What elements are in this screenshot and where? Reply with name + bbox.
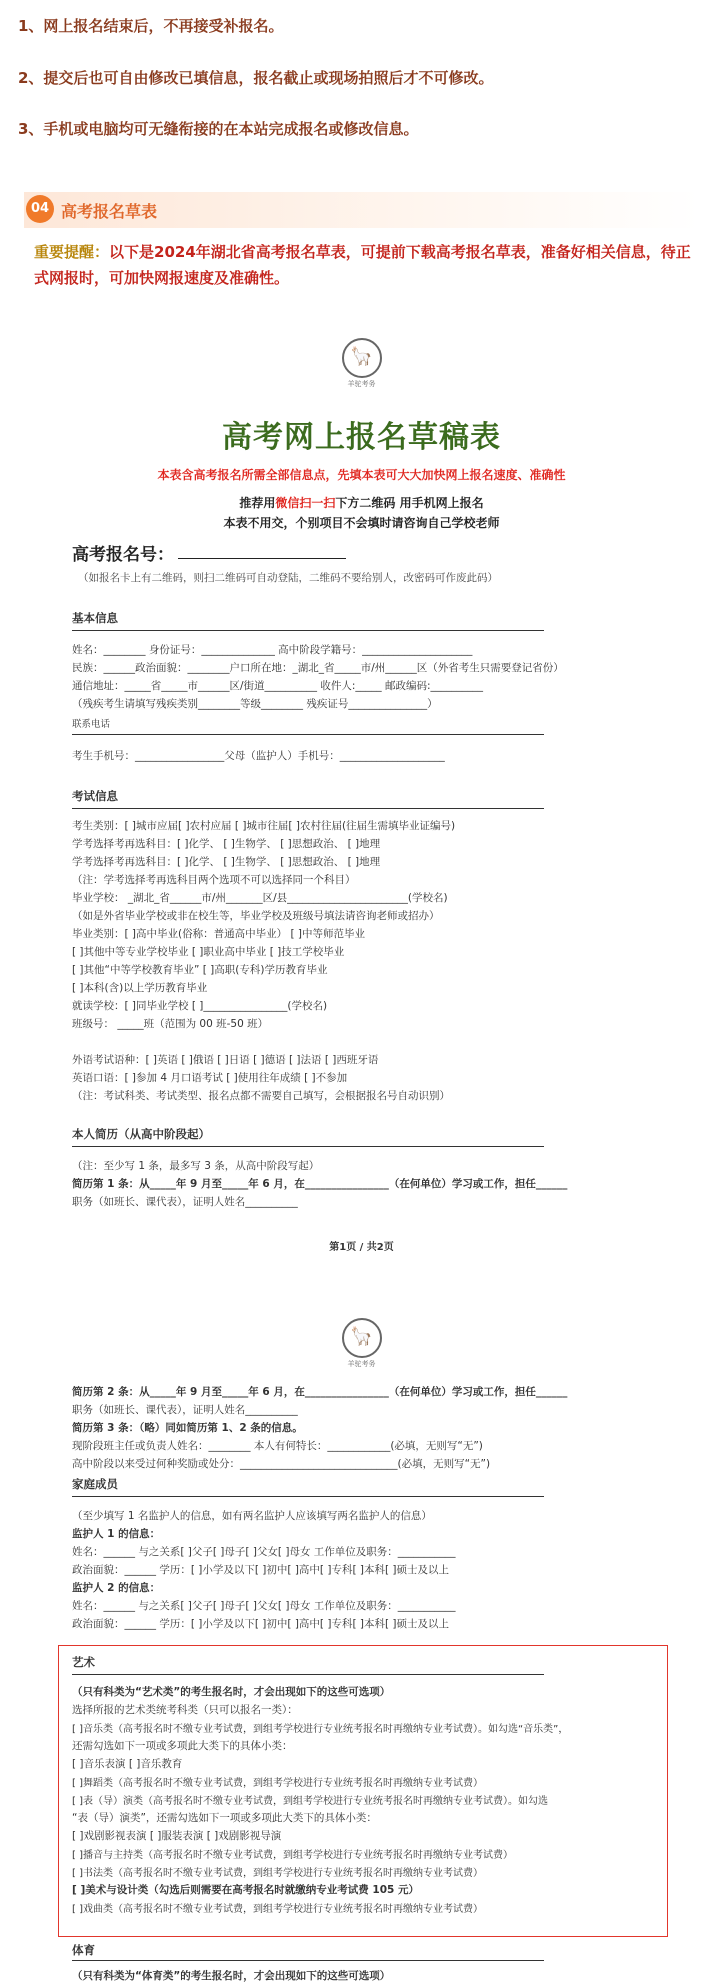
reg-no-label: 高考报名号： xyxy=(72,545,174,565)
form-line: （只有科类为“艺术类”的考生报名时，才会出现如下的这些可选项） xyxy=(72,1686,391,1698)
divider xyxy=(72,1146,544,1147)
form-line: [ ]其他中等专业学校毕业 [ ]职业高中毕业 [ ]技工学校毕业 xyxy=(72,946,345,958)
note-item: 2、提交后也可自由修改已填信息，报名截止或现场拍照后才不可修改。 xyxy=(18,69,494,87)
wechat-scan-text: 微信扫一扫 xyxy=(275,496,336,510)
form-line: 政治面貌：______ 学历：[ ]小学及以下[ ]初中[ ]高中[ ]专科[ ]本科[ ]硕士及以上 xyxy=(72,1564,450,1576)
form-line: 高中阶段以来受过何种奖励或处分：______________________________(必填，无则写“无”) xyxy=(72,1458,491,1470)
divider xyxy=(72,1960,544,1961)
form-line: 考生类别：[ ]城市应届[ ]农村应届 [ ]城市往届[ ]农村往届(往届生需填毕业证编号) xyxy=(72,820,456,832)
form-line: 简历第 1 条：从_____年 9 月至_____年 6 月，在________________（在何单位）学习或工作，担任______ xyxy=(72,1178,568,1190)
form-line: （注：至少写 1 条，最多写 3 条，从高中阶段写起） xyxy=(72,1160,320,1172)
divider xyxy=(72,808,544,809)
resume-heading: 本人简历（从高中阶段起） xyxy=(72,1127,210,1141)
form-line: 简历第 2 条：从_____年 9 月至_____年 6 月，在________________（在何单位）学习或工作，担任______ xyxy=(72,1386,568,1398)
form-line: [ ]戏曲类（高考报名时不缴专业考试费，到组考学校进行专业统考报名时再缴纳专业考试费） xyxy=(72,1904,483,1915)
form-line: （注：学考选择考再选科目两个选项不可以选择同一个科目） xyxy=(72,874,356,886)
family-heading: 家庭成员 xyxy=(72,1477,118,1491)
form-line: 姓名：______ 与之关系[ ]父子[ ]母子[ ]父女[ ]母女 工作单位及职务：___________ xyxy=(72,1546,456,1558)
form-line: 学考选择考再选科目：[ ]化学、 [ ]生物学、 [ ]思想政治、 [ ]地理 xyxy=(72,856,381,868)
form-line: [ ]音乐表演 [ ]音乐教育 xyxy=(72,1758,183,1770)
sport-heading: 体育 xyxy=(72,1943,95,1957)
art-heading: 艺术 xyxy=(72,1655,95,1669)
form-line: （注：考试科类、考试类型、报名点都不需要自己填写，会根据报名号自动识别） xyxy=(72,1090,450,1102)
form-line: 简历第 3 条：（略）同如简历第 1、2 条的信息。 xyxy=(72,1422,303,1434)
form-subtitle: 本表含高考报名所需全部信息点，先填本表可大大加快网上报名速度、准确性 xyxy=(157,468,566,482)
alpaca-icon: 🦙 xyxy=(342,1318,382,1358)
form-line: （至少填写 1 名监护人的信息，如有两名监护人应该填写两名监护人的信息） xyxy=(72,1510,432,1522)
not-used-note: 本表不用交，个别项目不会填时请咨询自己学校老师 xyxy=(223,516,500,530)
form-line: [ ]表（导）演类（高考报名时不缴专业考试费，到组考学校进行专业统考报名时再缴纳专业考试费）。如勾选 xyxy=(72,1796,548,1807)
form-line: 政治面貌：______ 学历：[ ]小学及以下[ ]初中[ ]高中[ ]专科[ ]本科[ ]硕士及以上 xyxy=(72,1618,450,1630)
divider xyxy=(72,630,544,631)
form-line: 毕业学校： _湖北_省______市/州_______区/县_______________________(学校名) xyxy=(72,892,448,904)
form-line: （只有科类为“体育类”的考生报名时，才会出现如下的这些可选项） xyxy=(72,1970,391,1982)
form-line: [ ]音乐类（高考报名时不缴专业考试费，到组考学校进行专业统考报名时再缴纳专业考试费）。如勾选“音乐类”， xyxy=(72,1724,569,1735)
form-line: [ ]书法类（高考报名时不缴专业考试费，到组考学校进行专业统考报名时再缴纳专业考试费） xyxy=(72,1868,483,1879)
form-line: 班级号： _____班（范围为 00 班-50 班） xyxy=(72,1018,269,1030)
form-line: 监护人 1 的信息： xyxy=(72,1528,161,1540)
form-line: [ ]其他“中等学校教育毕业” [ ]高职(专科)学历教育毕业 xyxy=(72,964,328,976)
form-line: 职务（如班长、课代表），证明人姓名__________ xyxy=(72,1404,298,1416)
form-line: [ ]舞蹈类（高考报名时不缴专业考试费，到组考学校进行专业统考报名时再缴纳专业考试费） xyxy=(72,1778,483,1789)
alpaca-logo xyxy=(342,338,382,388)
basic-info-heading: 基本信息 xyxy=(72,611,118,625)
form-line: 现阶段班主任或负责人姓名：________ 本人有何特长：____________(必填，无则写“无”) xyxy=(72,1440,483,1452)
note-item: 3、手机或电脑均可无缝衔接的在本站完成报名或修改信息。 xyxy=(18,120,419,138)
recommend-line xyxy=(0,494,723,511)
form-line: 姓名：________ 身份证号：______________ 高中阶段学籍号：_____________________ xyxy=(72,644,473,656)
reminder-label: 重要提醒： xyxy=(34,243,110,261)
form-line: 通信地址：_____省_____市______区/街道__________ 收件人:_____ 邮政编码:__________ xyxy=(72,680,484,692)
form-line: （残疾考生请填写残疾类别________等级________ 残疾证号_______________） xyxy=(72,698,438,710)
form-line: 监护人 2 的信息： xyxy=(72,1582,161,1594)
alpaca-icon: 🦙 xyxy=(342,338,382,378)
form-line: 联系电话 xyxy=(72,719,111,730)
page-number: 第1页 / 共2页 xyxy=(329,1242,394,1253)
form-line: 英语口语：[ ]参加 4 月口语考试 [ ]使用往年成绩 [ ]不参加 xyxy=(72,1072,348,1084)
recommend-pre: 推荐用 xyxy=(239,496,276,510)
section-title: 高考报名草表 xyxy=(61,202,158,221)
alpaca-logo xyxy=(342,1318,382,1368)
form-line: [ ]本科(含)以上学历教育毕业 xyxy=(72,982,208,994)
form-line: [ ]播音与主持类（高考报名时不缴专业考试费，到组考学校进行专业统考报名时再缴纳专业考试费） xyxy=(72,1850,513,1861)
form-line: 民族：______政治面貌：________户口所在地：_湖北_省_____市/州______区（外省考生只需要登记省份） xyxy=(72,662,564,674)
section-number-badge: 04 xyxy=(26,195,54,223)
divider xyxy=(72,734,544,735)
form-line: “表（导）演类”，还需勾选如下一项或多项此大类下的具体小类： xyxy=(72,1812,377,1824)
form-line: 姓名：______ 与之关系[ ]父子[ ]母子[ ]父女[ ]母女 工作单位及职务：___________ xyxy=(72,1600,456,1612)
divider xyxy=(72,1674,544,1675)
recommend-post: 下方二维码 用手机网上报名 xyxy=(335,496,484,510)
reminder-text: 以下是2024年湖北省高考报名草表，可提前下载高考报名草表，准备好相关信息，待正式网报时，可加快网报速度及准确性。 xyxy=(34,243,691,287)
form-line: [ ]戏剧影视表演 [ ]服装表演 [ ]戏剧影视导演 xyxy=(72,1830,282,1842)
form-line: 选择所报的艺术类统考科类（只可以报名一类）： xyxy=(72,1704,298,1716)
logo-caption: 羊驼考务 xyxy=(347,1360,376,1368)
form-line: （如是外省毕业学校或非在校生等，毕业学校及班级号填法请咨询老师或招办） xyxy=(72,910,440,922)
divider xyxy=(72,1496,544,1497)
form-line: 职务（如班长、课代表），证明人姓名__________ xyxy=(72,1196,298,1208)
exam-info-heading: 考试信息 xyxy=(72,789,118,803)
form-line: 学考选择考再选科目：[ ]化学、 [ ]生物学、 [ ]思想政治、 [ ]地理 xyxy=(72,838,381,850)
form-line: [ ]美术与设计类（勾选后则需要在高考报名时就缴纳专业考试费 105 元） xyxy=(72,1884,419,1896)
form-line: 考生手机号：_________________父母（监护人）手机号：____________________ xyxy=(72,750,445,762)
form-line: 还需勾选如下一项或多项此大类下的具体小类： xyxy=(72,1740,293,1752)
note-item: 1、网上报名结束后，不再接受补报名。 xyxy=(18,17,284,35)
reg-no-field xyxy=(178,558,346,559)
form-line: 就读学校：[ ]同毕业学校 [ ]________________(学校名) xyxy=(72,1000,328,1012)
form-line: 毕业类别：[ ]高中毕业(俗称：普通高中毕业） [ ]中等师范毕业 xyxy=(72,928,365,940)
reg-no-note: （如报名卡上有二维码，则扫二维码可自动登陆，二维码不要给别人，改密码可作废此码） xyxy=(78,572,498,584)
logo-caption: 羊驼考务 xyxy=(347,380,376,388)
form-line: 外语考试语种：[ ]英语 [ ]俄语 [ ]日语 [ ]德语 [ ]法语 [ ]西班牙语 xyxy=(72,1054,379,1066)
form-title: 高考网上报名草稿表 xyxy=(222,420,501,455)
important-reminder xyxy=(34,239,694,291)
